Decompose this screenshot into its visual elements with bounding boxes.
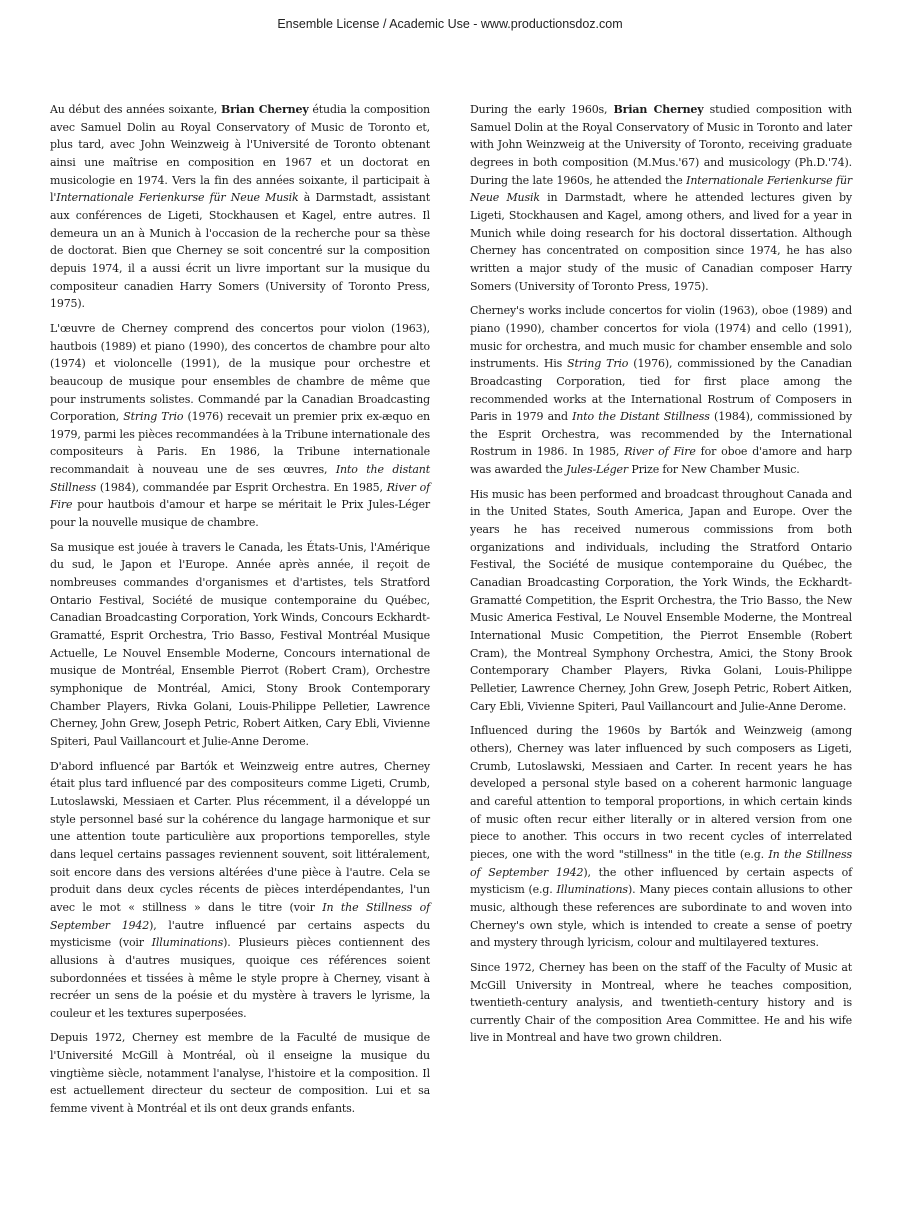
- en-composer-name: Brian Cherney: [613, 103, 704, 116]
- en-p2-text: Prize for New Chamber Music.: [627, 463, 800, 477]
- fr-p2-italic: Into the distant Stillness: [50, 463, 430, 494]
- fr-p4-italic: Illuminations: [151, 936, 224, 950]
- fr-paragraph-2: [50, 320, 430, 532]
- en-paragraph-3: His music has been performed and broadcast throughout Canada and in the United States, South America, Japan and Europe. Over the years he has received numerous commissions from both organizations and individuals, including the Stratford Ontario Festival, the Société de musique contemporaine du Québec, the Canadian Broadcasting Corporation, the York Winds, the Eckhardt-Gramatté Competition, the Esprit Orchestra, the Trio Basso, the New Music America Festival, Le Nouvel Ensemble Moderne, the Montreal International Music Competition, the Pierrot Ensemble (Robert Cram), the Montreal Symphony Orchestra, Amici, the Stony Brook Contemporary Chamber Players, Rivka Golani, Louis-Philippe Pelletier, Lawrence Cherney, John Grew, Joseph Petric, Robert Aitken, Cary Ebli, Vivienne Spiteri, Paul Vaillancourt and Julie-Anne Derome.: [470, 487, 852, 713]
- fr-paragraph-4: [50, 758, 430, 1023]
- fr-paragraph-1: [50, 101, 430, 313]
- fr-p4-italic: In the Stillness of September 1942: [50, 900, 430, 932]
- fr-p2-text: L'œuvre de Cherney comprend des concertos pour violon (1963), hautbois (1989) et piano (1990), des concertos de chambre pour alto (1974) et violoncelle (1991), de la musique pour orchestre et beaucoup de musique pour ensembles de chambre de même que pour instruments solistes. Commandé par la Canadian Broadcasting Corporation,: [50, 321, 430, 424]
- license-header: Ensemble License / Academic Use - www.productionsdoz.com: [277, 17, 623, 31]
- en-paragraph-2: [470, 302, 852, 479]
- en-p2-text: (1976), commissioned by the Canadian Broadcasting Corporation, tied for first place among the recommended works at the International Rostrum of Composers in Paris in 1979 and: [470, 357, 852, 424]
- en-paragraph-4: [470, 722, 852, 952]
- en-p4-text: ), the other influenced by certain aspects of mysticism (e.g.: [470, 865, 852, 897]
- en-p2-italic: River of Fire: [624, 445, 696, 459]
- en-p2-italic: String Trio: [567, 357, 629, 371]
- fr-p1-text: Au début des années soixante,: [50, 103, 221, 116]
- en-paragraph-1: [470, 101, 852, 295]
- english-biography-column: [470, 101, 852, 1054]
- en-p1-text: During the early 1960s,: [470, 103, 614, 116]
- fr-p4-text: D'abord influencé par Bartók et Weinzweig entre autres, Cherney était plus tard influencé par des compositeurs comme Ligeti, Crumb, Lutoslawski, Messiaen et Carter. Plus récemment, il a développé un style personnel basé sur la cohérence du langage harmonique et sur une attention toute particulière aux proportions temporelles, style dans lequel certains passages reviennent souvent, soit littéralement, soit encore dans des versions altérées d'une pièce à l'autre. Cela se produit dans deux cycles récents de pièces interdépendantes, l'un avec le mot « stillness » dans le titre (voir: [50, 759, 430, 914]
- en-p2-italic: Jules-Léger: [566, 463, 628, 477]
- fr-p2-italic: String Trio: [123, 410, 184, 424]
- fr-p1-text: à Darmstadt, assistant aux conférences de Ligeti, Stockhausen et Kagel, entre autres. Il demeura un an à Munich à l'occasion de la recherche pour sa thèse de doctorat. Bien que Cherney se soit concentré sur la composition depuis 1974, il a aussi écrit un livre important sur la musique du compositeur canadien Harry Somers (University of Toronto Press, 1975).: [50, 191, 430, 311]
- french-biography-column: [50, 101, 430, 1125]
- en-p2-text: (1984), commissioned by the Esprit Orchestra, was recommended by the International Rostrum in 1986. In 1985,: [470, 410, 852, 459]
- en-paragraph-5: Since 1972, Cherney has been on the staff of the Faculty of Music at McGill University in Montreal, where he teaches composition, twentieth-century analysis, and twentieth-century history and is currently Chair of the composition Area Committee. He and his wife live in Montreal and have two grown children.: [470, 960, 852, 1045]
- fr-p2-text: (1976) recevait un premier prix ex-æquo en 1979, parmi les pièces recommandées à la Tribune internationale des compositeurs à Paris. En 1986, la Tribune internationale recommandait à nouveau une de ses œuvres,: [50, 410, 430, 477]
- en-p1-italic: Internationale Ferienkurse für Neue Musik: [470, 173, 852, 205]
- fr-p2-italic: River of Fire: [50, 480, 430, 512]
- en-p1-text: in Darmstadt, where he attended lectures given by Ligeti, Stockhausen and Kagel, among others, and lived for a year in Munich while doing research for his doctoral dissertation. Although Cherney has concentrated on composition since 1974, he has also written a major study of the music of Canadian composer Harry Somers (University of Toronto Press, 1975).: [470, 191, 852, 293]
- fr-p4-text: ), l'autre influencé par certains aspects du mysticisme (voir: [50, 918, 431, 950]
- fr-p2-text: pour hautbois d'amour et harpe se méritait le Prix Jules-Léger pour la nouvelle musique de chambre.: [50, 498, 430, 530]
- fr-paragraph-3: Sa musique est jouée à travers le Canada, les États-Unis, l'Amérique du sud, le Japon et l'Europe. Année après année, il reçoit de nombreuses commandes d'organismes et d'artistes, tels Stratford Ontario Festival, Société de musique contemporaine du Québec, Canadian Broadcasting Corporation, York Winds, Concours Eckhardt-Gramatté, Esprit Orchestra, Trio Basso, Festival Montréal Musique Actuelle, Le Nouvel Ensemble Moderne, Concours international de musique de Montréal, Ensemble Pierrot (Robert Cram), Orchestre symphonique de Montréal, Amici, Stony Brook Contemporary Chamber Players, Rivka Golani, Louis-Philippe Pelletier, Lawrence Cherney, John Grew, Joseph Petric, Robert Aitken, Cary Ebli, Vivienne Spiteri, Paul Vaillancourt et Julie-Anne Derome.: [50, 540, 430, 748]
- fr-p4-text: ). Plusieurs pièces contiennent des allusions à d'autres musiques, quoique ces références soient subordonnées et tissées à même le style propre à Cherney, visant à recréer un sens de la poésie et du mystère à travers le lyrisme, la couleur et les textures superposées.: [50, 936, 430, 1020]
- en-p2-italic: Into the Distant Stillness: [572, 410, 710, 424]
- en-p2-text: Cherney's works include concertos for violin (1963), oboe (1989) and piano (1990), chamber concertos for viola (1974) and cello (1991), music for orchestra, and much music for chamber ensemble and solo instruments. His: [470, 304, 852, 371]
- en-p2-text: for oboe d'amore and harp was awarded the: [470, 445, 853, 477]
- en-p1-text: studied composition with Samuel Dolin at the Royal Conservatory of Music in Toronto and later with John Weinzweig at the University of Toronto, receiving graduate degrees in both composition (M.Mus.'67) and musicology (Ph.D.'74). During the late 1960s, he attended the: [470, 103, 852, 187]
- en-p4-italic: In the Stillness of September 1942: [470, 847, 852, 879]
- fr-p1-italic: Internationale Ferienkurse für Neue Musik: [56, 191, 299, 205]
- fr-p1-text: étudia la composition avec Samuel Dolin au Royal Conservatory of Music de Toronto et, plus tard, avec John Weinzweig à l'Université de Toronto obtenant ainsi une maîtrise en composition en 1967 et un doctorat en musicologie en 1974. Vers la fin des années soixante, il participait à l': [50, 103, 430, 205]
- en-p4-italic: Illuminations: [556, 883, 628, 897]
- fr-paragraph-5: Depuis 1972, Cherney est membre de la Faculté de musique de l'Université McGill à Montréal, où il enseigne la musique du vingtième siècle, notamment l'analyse, l'histoire et la composition. Il est actuellement directeur du secteur de composition. Lui et sa femme vivent à Montréal et ils ont deux grands enfants.: [50, 1031, 430, 1116]
- en-p4-text: Influenced during the 1960s by Bartók and Weinzweig (among others), Cherney was later influenced by such composers as Ligeti, Crumb, Lutoslawski, Messiaen and Carter. In recent years he has developed a personal style based on a coherent harmonic language and careful attention to temporal proportions, in which certain kinds of music often recur either literally or in altered version from one piece to another. This occurs in two recent cycles of interrelated pieces, one with the word "stillness" in the title (e.g.: [470, 724, 852, 861]
- en-p4-text: ). Many pieces contain allusions to other music, although these references are subordinate to and woven into Cherney's own style, which is intended to create a sense of poetry and mystery through lyricism, colour and multilayered textures.: [470, 883, 852, 950]
- fr-composer-name: Brian Cherney: [220, 103, 309, 116]
- fr-p2-text: (1984), commandée par Esprit Orchestra. En 1985,: [96, 480, 387, 494]
